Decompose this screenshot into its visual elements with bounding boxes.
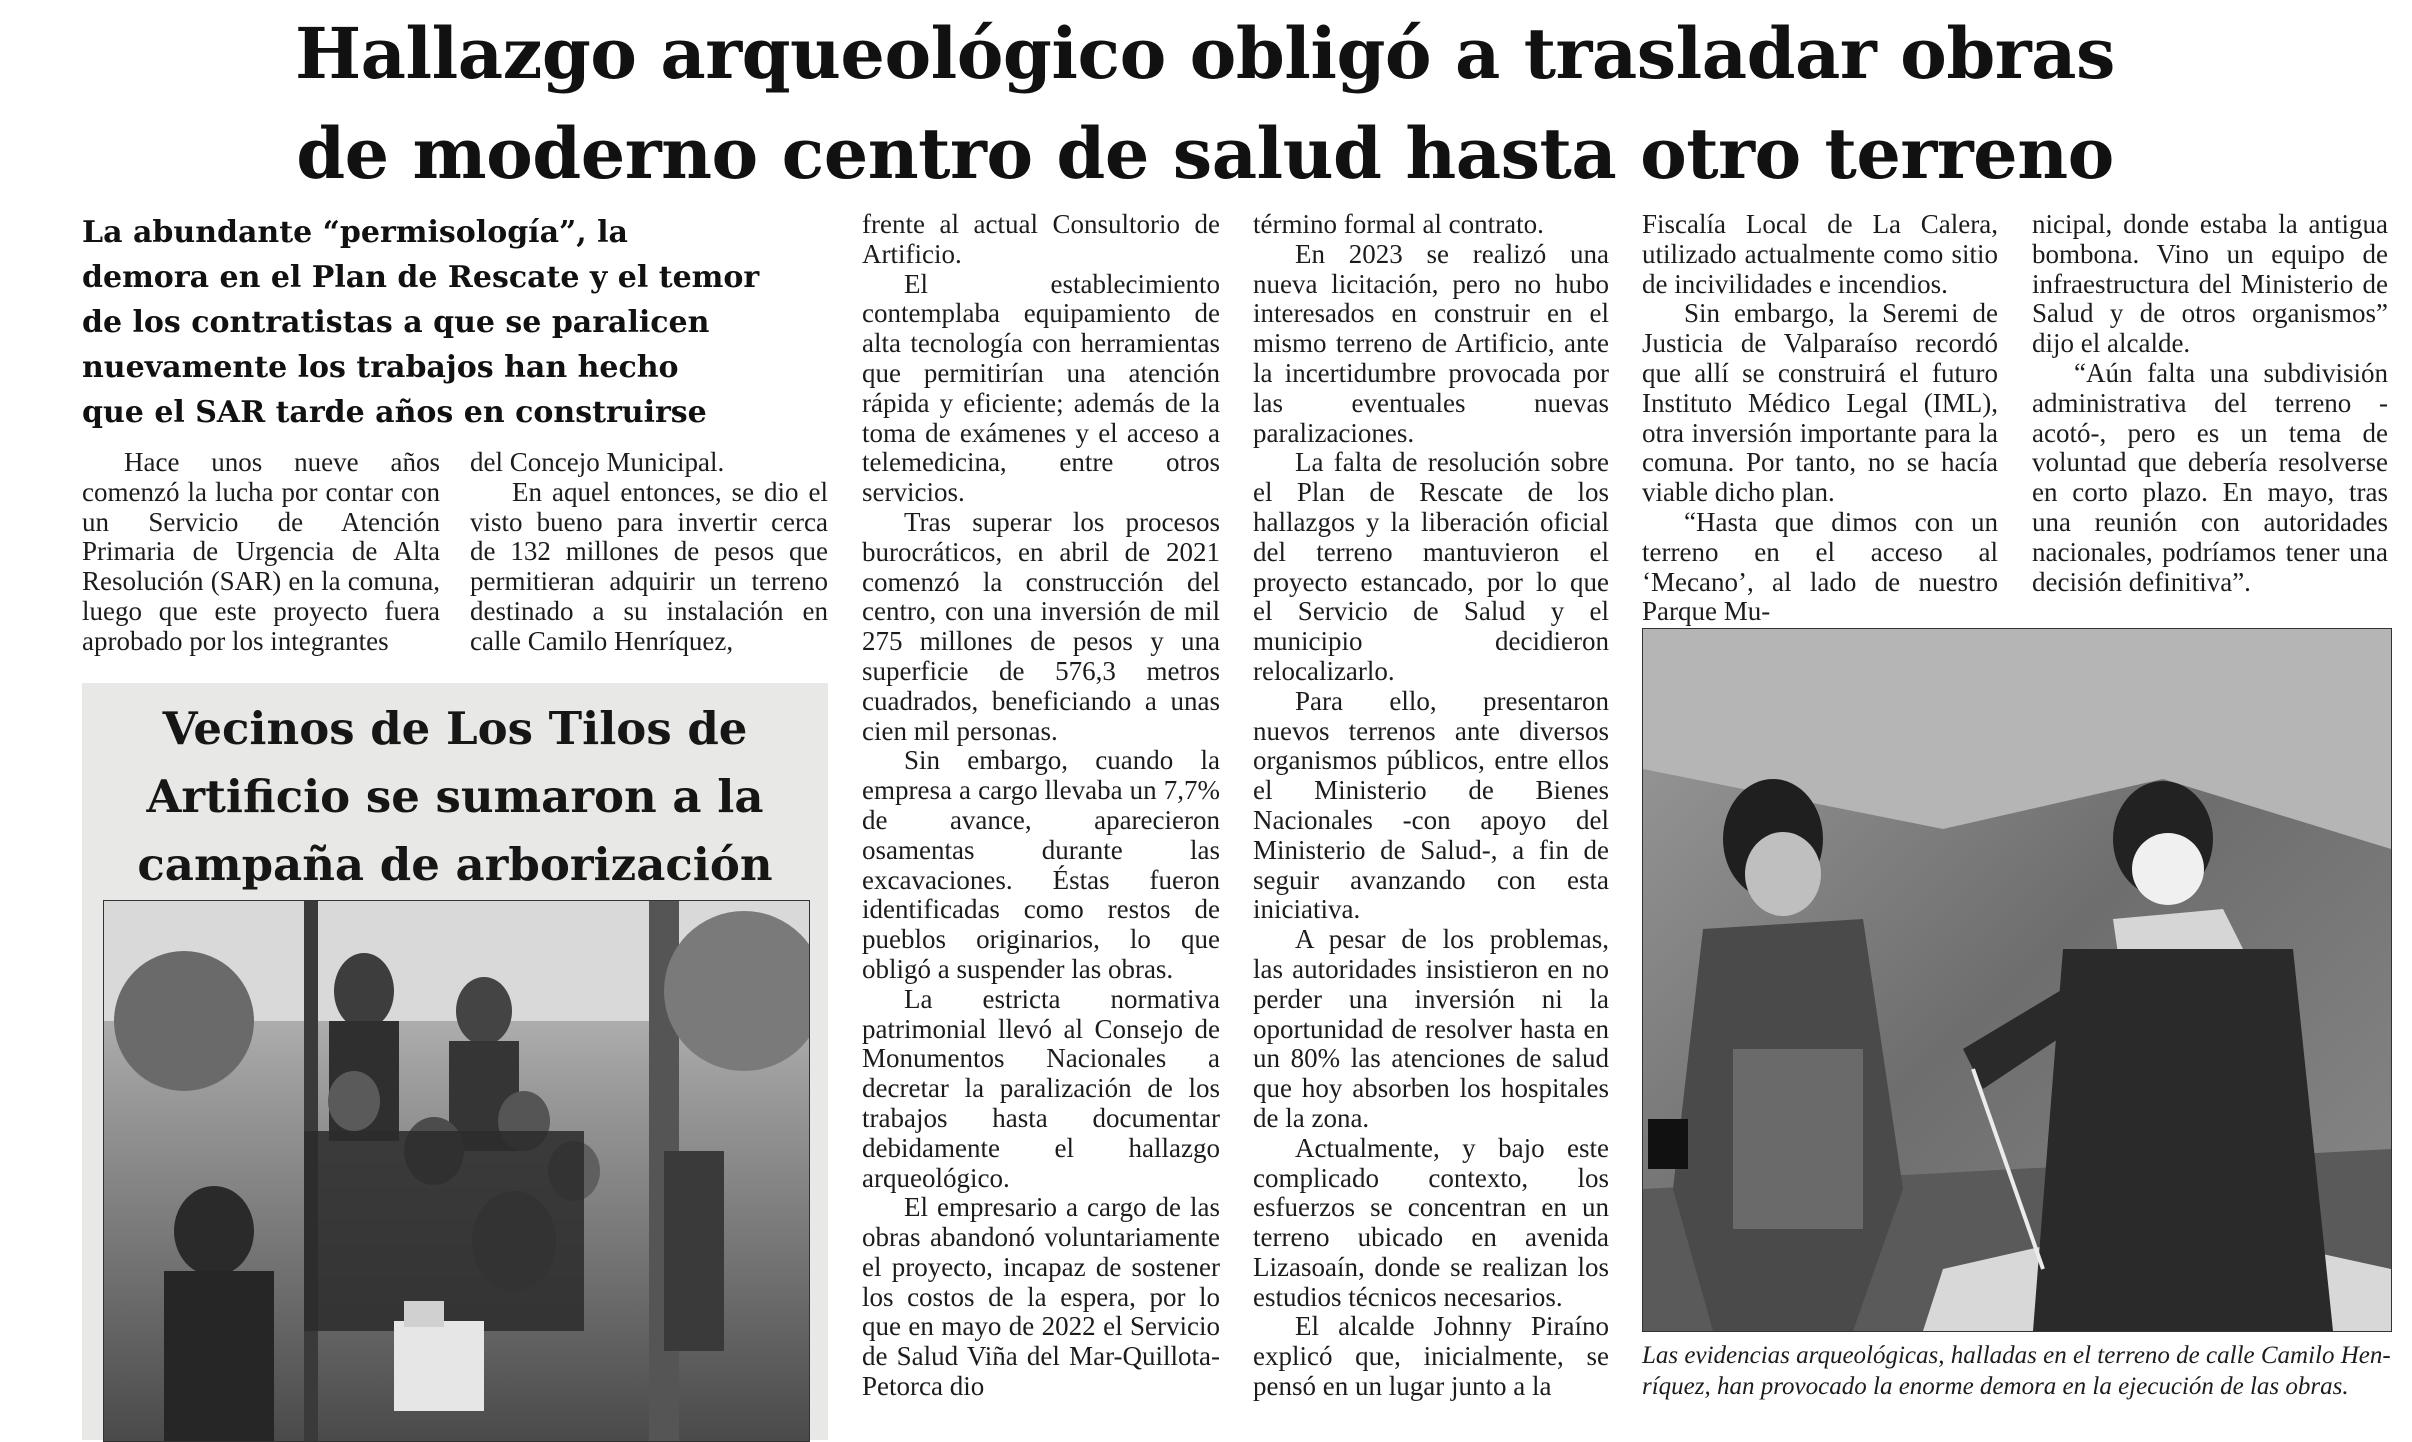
headline-line: Hallazgo arqueológico obligó a trasladar obras — [295, 12, 2115, 95]
paragraph: En aquel entonces, se dio el visto bueno para invertir cerca de 132 millones de pesos que permitieran adquirir un terreno destinado a su instalación en calle Camilo Henríquez, — [470, 476, 828, 656]
subheadline-line: La abundante “permisología”, la — [82, 215, 628, 250]
tree-planting-photo — [103, 900, 810, 1442]
paragraph: del Concejo Municipal. — [470, 447, 725, 477]
sidebar-title-line: Artificio se sumaron a la — [146, 770, 764, 823]
paragraph: El establecimiento contemplaba equipamiento de alta tecnología con herramientas que permitirían una atención rápida y eficiente; además de la toma de exámenes y el acceso a telemedicina, entre otros servicios. — [862, 268, 1220, 508]
paragraph: Sin embargo, la Seremi de Justicia de Valparaíso recordó que allí se construirá el futuro Instituto Médico Legal (IML), otra inversión importante para la comuna. Por tanto, no se hacía viable dicho plan. — [1642, 298, 1998, 508]
sidebar-title-line: Vecinos de Los Tilos de — [162, 702, 748, 755]
paragraph: Tras superar los procesos burocráticos, en abril de 2021 comenzó la construcción del centro, con una inversión de mil 275 millones de pesos y una superficie de 576,3 metros cuadrados, beneficiando a unas cien mil personas. — [862, 506, 1220, 746]
sidebar-title — [82, 695, 828, 899]
subheadline-line: de los contratistas a que se paralicen — [82, 305, 710, 340]
tree-planting-photo-art — [104, 901, 809, 1441]
paragraph: El alcalde Johnny Piraíno explicó que, inicialmente, se pensó en un lugar junto a la — [1253, 1311, 1609, 1402]
archaeological-site-photo — [1642, 628, 2392, 1332]
paragraph: La estricta normativa patrimonial llevó al Consejo de Monumentos Nacionales a decretar la paralización de los trabajos hasta documentar debidamente el hallazgo arqueológico. — [862, 983, 1220, 1193]
paragraph: “Hasta que dimos con un terreno en el acceso al ‘Mecano’, al lado de nuestro Parque Mu- — [1642, 506, 1998, 627]
article-column-3 — [862, 210, 1220, 1402]
photo-caption — [1642, 1340, 2394, 1402]
paragraph: La falta de resolución sobre el Plan de Rescate de los hallazgos y la liberación oficial del terreno mantuvieron el proyecto estancado, por lo que el Servicio de Salud y el municipio decidieron relocalizarlo. — [1253, 447, 1609, 686]
paragraph: Hace unos nueve años comenzó la lucha por contar con un Servicio de Atención Primaria de Urgencia de Alta Resolución (SAR) en la comuna, luego que este proyecto fuera aprobado por los integrantes — [82, 447, 440, 656]
paragraph: Para ello, presentaron nuevos terrenos ante diversos organismos públicos, entre ellos el Ministerio de Bienes Nacionales -con apoyo del Ministerio de Salud-, a fin de seguir avanzando con esta iniciativa. — [1253, 685, 1609, 925]
headline-line: de moderno centro de salud hasta otro terreno — [296, 112, 2114, 195]
paragraph: frente al actual Consultorio de Artificio. — [862, 209, 1220, 269]
paragraph: En 2023 se realizó una nueva licitación, pero no hubo interesados en construir en el mismo terreno de Artificio, ante la incertidumbre provocada por las eventuales nuevas paralizaciones. — [1253, 238, 1609, 448]
paragraph: “Aún falta una subdivisión administrativa del terreno -acotó-, pero es un tema de voluntad que debería resolverse en corto plazo. En mayo, tras una reunión con autoridades nacionales, podríamos tener una decisión definitiva”. — [2032, 357, 2388, 597]
paragraph: término formal al contrato. — [1253, 209, 1544, 239]
subheadline-line: que el SAR tarde años en construirse — [82, 395, 707, 430]
caption-line: ríquez, han provocado la enorme demora en la ejecución de las obras. — [1642, 1373, 2349, 1400]
caption-line: Las evidencias arqueológicas, halladas en el terreno de calle Camilo Hen- — [1642, 1342, 2391, 1369]
paragraph: Sin embargo, cuando la empresa a cargo llevaba un 7,7% de avance, aparecieron osamentas durante las excavaciones. Éstas fueron identificadas como restos de pueblos originarios, lo que obligó a suspender las obras. — [862, 745, 1220, 984]
paragraph: nicipal, donde estaba la antigua bombona. Vino un equipo de infraestructura del Ministerio de Salud y de otros organismos” dijo el alcalde. — [2032, 209, 2388, 359]
sidebar-title-line: campaña de arborización — [137, 838, 773, 891]
paragraph: Fiscalía Local de La Calera, utilizado actualmente como sitio de incivilidades e incendios. — [1642, 209, 1998, 299]
paragraph: El empresario a cargo de las obras abandonó voluntariamente el proyecto, incapaz de sostener los costos de la espera, por lo que en mayo de 2022 el Servicio de Salud Viña del Mar-Quillota-Petorca dio — [862, 1192, 1220, 1402]
archaeological-site-photo-art — [1643, 629, 2391, 1331]
subheadline — [82, 210, 782, 435]
paragraph: A pesar de los problemas, las autoridades insistieron en no perder una inversión ni la oportunidad de resolver hasta en un 80% las atenciones de salud que hoy absorben los hospitales de la zona. — [1253, 924, 1609, 1133]
paragraph: Actualmente, y bajo este complicado contexto, los esfuerzos se concentran en un terreno ubicado en avenida Lizasoaín, donde se realizan los estudios técnicos necesarios. — [1253, 1132, 1609, 1312]
article-column-6 — [2032, 210, 2388, 597]
headline — [40, 4, 2370, 204]
subheadline-line: demora en el Plan de Rescate y el temor — [82, 260, 760, 295]
article-column-1 — [82, 448, 440, 657]
article-column-5 — [1642, 210, 1998, 627]
article-column-2 — [470, 448, 828, 657]
article-column-4 — [1253, 210, 1609, 1402]
subheadline-line: nuevamente los trabajos han hecho — [82, 350, 679, 385]
